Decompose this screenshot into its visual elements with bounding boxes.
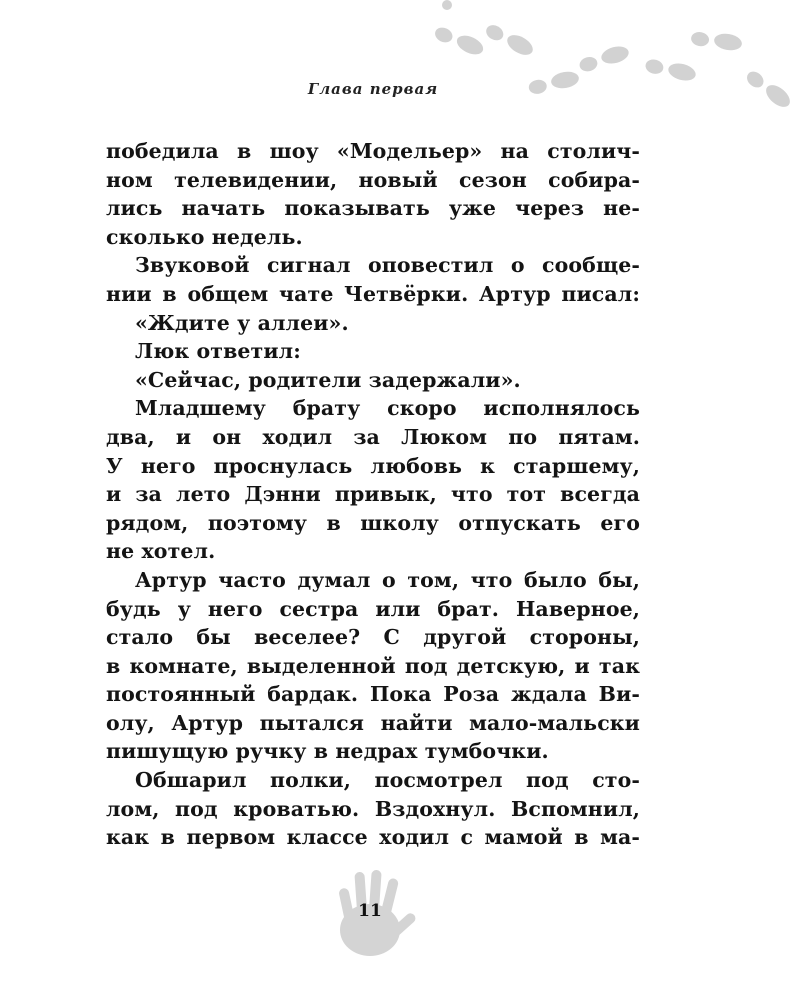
footprints-icon [0,0,800,140]
text-line: как в первом классе ходил с мамой в ма- [106,825,640,850]
text-line: нии в общем чате Четвёрки. Артур писал: [106,281,640,306]
text-line: рядом, поэтому в школу отпускать его [106,510,640,535]
text-line: «Сейчас, родители задержали». [135,367,521,392]
text-line: Артур часто думал о том, что было бы, [135,567,640,592]
text-line: будь у него сестра или брат. Наверное, [106,596,640,621]
text-line: победила в шоу «Модельер» на столич- [106,139,640,163]
text-line: Звуковой сигнал оповестил о сообще- [135,253,640,278]
text-line: ном телевидении, новый сезон собира- [106,167,640,192]
text-line: не хотел. [106,539,216,564]
text-line: и за лето Дэнни привык, что тот всегда [106,482,640,507]
page-number: 11 [358,901,382,921]
body-text [106,137,640,852]
text-line: два, и он ходил за Люком по пятам. [106,424,640,449]
text-line: постоянный бардак. Пока Роза ждала Ви- [106,682,640,707]
text-line: «Ждите у аллеи». [135,310,349,335]
text-line: олу, Артур пытался найти мало-мальски [106,710,640,735]
chapter-title: Глава первая [307,80,439,98]
text-line: сколько недель. [106,224,303,249]
text-line: в комнате, выделенной под детскую, и так [106,653,640,678]
text-line: пишущую ручку в недрах тумбочки. [106,739,549,764]
text-line: лись начать показывать уже через не- [106,196,640,221]
text-line: Младшему брату скоро исполнялось [135,396,640,421]
text-line: лом, под кроватью. Вздохнул. Вспомнил, [106,796,640,821]
text-line: Люк ответил: [135,339,301,364]
text-line: У него проснулась любовь к старшему, [106,453,640,478]
text-line: стало бы веселее? С другой стороны, [106,625,640,650]
text-line: Обшарил полки, посмотрел под сто- [135,768,640,793]
